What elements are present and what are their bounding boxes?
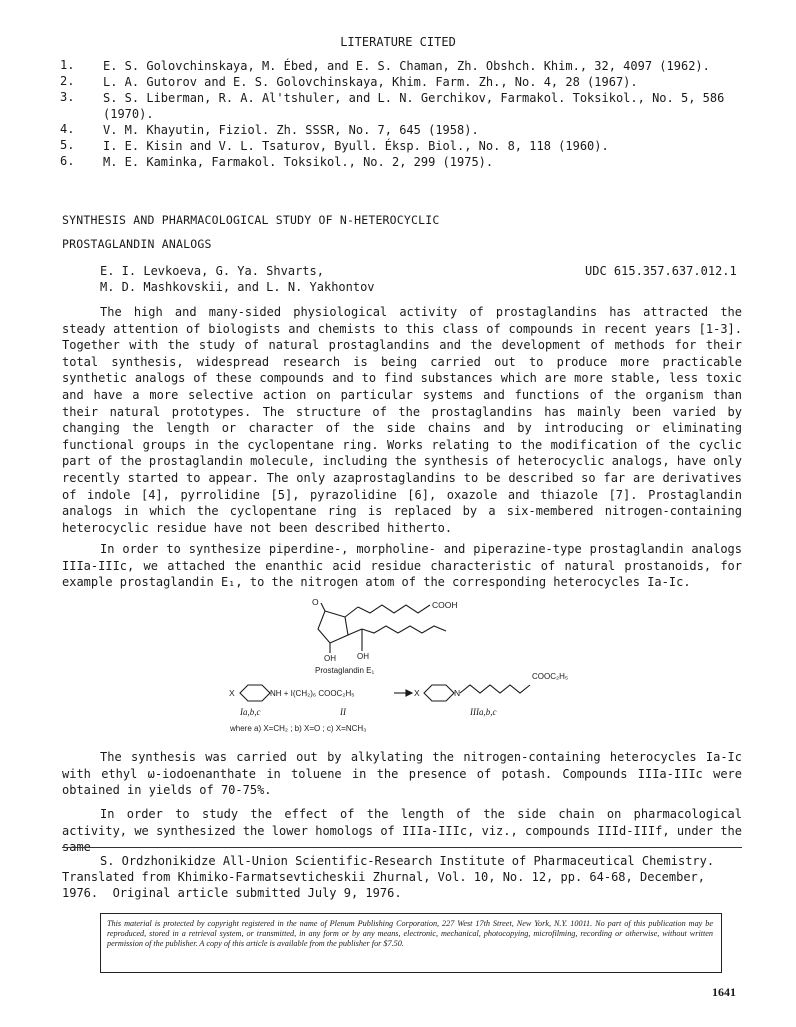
- paragraph-homologs: In order to study the effect of the length of the side chain on pharmacological activity, we synthesized the lower homologs of IIIa-IIIc, viz., compounds IIId-IIIf, under the same: [62, 807, 742, 855]
- literature-heading: LITERATURE CITED: [340, 35, 456, 49]
- product-x-label: X: [414, 688, 420, 698]
- reference-number: 6.: [60, 154, 75, 168]
- footnote-divider: [62, 847, 742, 848]
- carboxyl-label: COOH: [432, 600, 458, 610]
- reference-text: S. S. Liberman, R. A. Al'tshuler, and L. N. Gerchikov, Farmakol. Toksikol., No. 5, 586 (1970).: [103, 91, 725, 121]
- article-title-line1: SYNTHESIS AND PHARMACOLOGICAL STUDY OF N-HETEROCYCLIC: [62, 213, 440, 227]
- authors-line1: E. I. Levkoeva, G. Ya. Shvarts,: [100, 264, 324, 278]
- paragraph-intro: The high and many-sided physiological activity of prostaglandins has attracted the steady attention of biologists and chemists to this class of compounds in recent years [1-3]. Together with the study of natural prostaglandins and the development of methods for their total synthesis, widespread research is being carried out to produce more practicable synthetic analogs of these compounds and to find substances which are more stable, less toxic and have a more selective action on particular systems and functions of the organism than their natural prototypes. The structure of the prostaglandins has mainly been varied by changing the length or character of the side chains and by introducing or eliminating functional groups in the cyclopentane ring. Works relating to the modification of the cyclic part of the prostaglandin molecule, including the synthesis of heterocyclic analogs, have only recently started to appear. The only azaprostaglandins to be described so far are derivatives of indole [4], pyrrolidine [5], pyrazolidine [6], oxazole and thiazole [7]. Prostaglandin analogs in which the cyclopentane ring is replaced by a six-membered nitrogen-containing heterocyclic residue have not been described hitherto.: [62, 305, 742, 535]
- reference-text: I. E. Kisin and V. L. Tsaturov, Byull. Éksp. Biol., No. 8, 118 (1960).: [103, 139, 609, 153]
- heterocycle-product: [424, 685, 530, 701]
- reference-number: 5.: [60, 138, 75, 152]
- paragraph-method: The synthesis was carried out by alkylating the nitrogen-containing heterocycles Ia-Ic with ethyl ω-iodoenanthate in toluene in the presence of potash. Compounds IIIa-IIIc were obtained in yields of 70-75%.: [62, 750, 742, 798]
- compound-label-I: Ia,b,c: [240, 707, 261, 717]
- product-n-label: N: [454, 688, 461, 698]
- reagent-text: NH + I(CH₂)₆ COOC₂H₅: [270, 689, 355, 698]
- page-number: 1641: [712, 985, 736, 999]
- reference-text: E. S. Golovchinskaya, M. Ébed, and E. S. Chaman, Zh. Obshch. Khim., 32, 4097 (1962).: [103, 59, 710, 73]
- reaction-arrow: [394, 690, 412, 696]
- reactant-x-label: X: [229, 688, 235, 698]
- prostaglandin-caption: Prostaglandin E₁: [315, 666, 375, 675]
- reference-number: 4.: [60, 122, 75, 136]
- product-ester-label: COOC₂H₅: [532, 672, 569, 681]
- reaction-scheme: [200, 593, 620, 743]
- oxo-label: O: [312, 597, 319, 607]
- copyright-notice: This material is protected by copyright registered in the name of Plenum Publishing Corporation, 227 West 17th Street, New York, N.Y. 10011. No part of this publication may be reproduced, stored in a retrieval system, or transmitted, in any form or by any means, electronic, mechanical, photocopying, microfilming, recording or otherwise, without written permission of the publisher. A copy of this article is available from the publisher for $7.50.: [107, 919, 713, 948]
- authors-line2: M. D. Mashkovskii, and L. N. Yakhontov: [100, 280, 375, 294]
- hydroxyl-label-2: OH: [357, 652, 369, 661]
- footnote-submitted: 1976. Original article submitted July 9, 1976.: [62, 886, 402, 900]
- footnote-institute: S. Ordzhonikidze All-Union Scientific-Research Institute of Pharmaceutical Chemistry.: [100, 854, 715, 868]
- reference-text: V. M. Khayutin, Fiziol. Zh. SSSR, No. 7, 645 (1958).: [103, 123, 479, 137]
- reference-number: 3.: [60, 90, 75, 104]
- reference-number: 1.: [60, 58, 75, 72]
- prostaglandin-structure: [318, 603, 446, 653]
- article-title-line2: PROSTAGLANDIN ANALOGS: [62, 237, 212, 251]
- paragraph-synthesis-aim: In order to synthesize piperdine-, morpholine- and piperazine-type prostaglandin analogs IIIa-IIIc, we attached the enanthic acid residue characteristic of natural prostanoids, for example prostaglandin E₁, to the nitrogen atom of the corresponding heterocycles Ia-Ic.: [62, 542, 742, 590]
- compound-label-II: II: [340, 707, 346, 717]
- heterocycle-reactant: [240, 685, 270, 701]
- substituent-legend: where a) X=CH₂ ; b) X=O ; c) X=NCH₃: [230, 724, 367, 733]
- compound-label-III: IIIa,b,c: [470, 707, 497, 717]
- reference-text: M. E. Kaminka, Farmakol. Toksikol., No. 2, 299 (1975).: [103, 155, 494, 169]
- udc-code: UDC 615.357.637.012.1: [585, 264, 737, 278]
- reference-number: 2.: [60, 74, 75, 88]
- footnote-translation: Translated from Khimiko-Farmatsevticheskii Zhurnal, Vol. 10, No. 12, pp. 64-68, December,: [62, 870, 705, 884]
- hydroxyl-label-1: OH: [324, 654, 336, 663]
- reference-text: L. A. Gutorov and E. S. Golovchinskaya, Khim. Farm. Zh., No. 4, 28 (1967).: [103, 75, 638, 89]
